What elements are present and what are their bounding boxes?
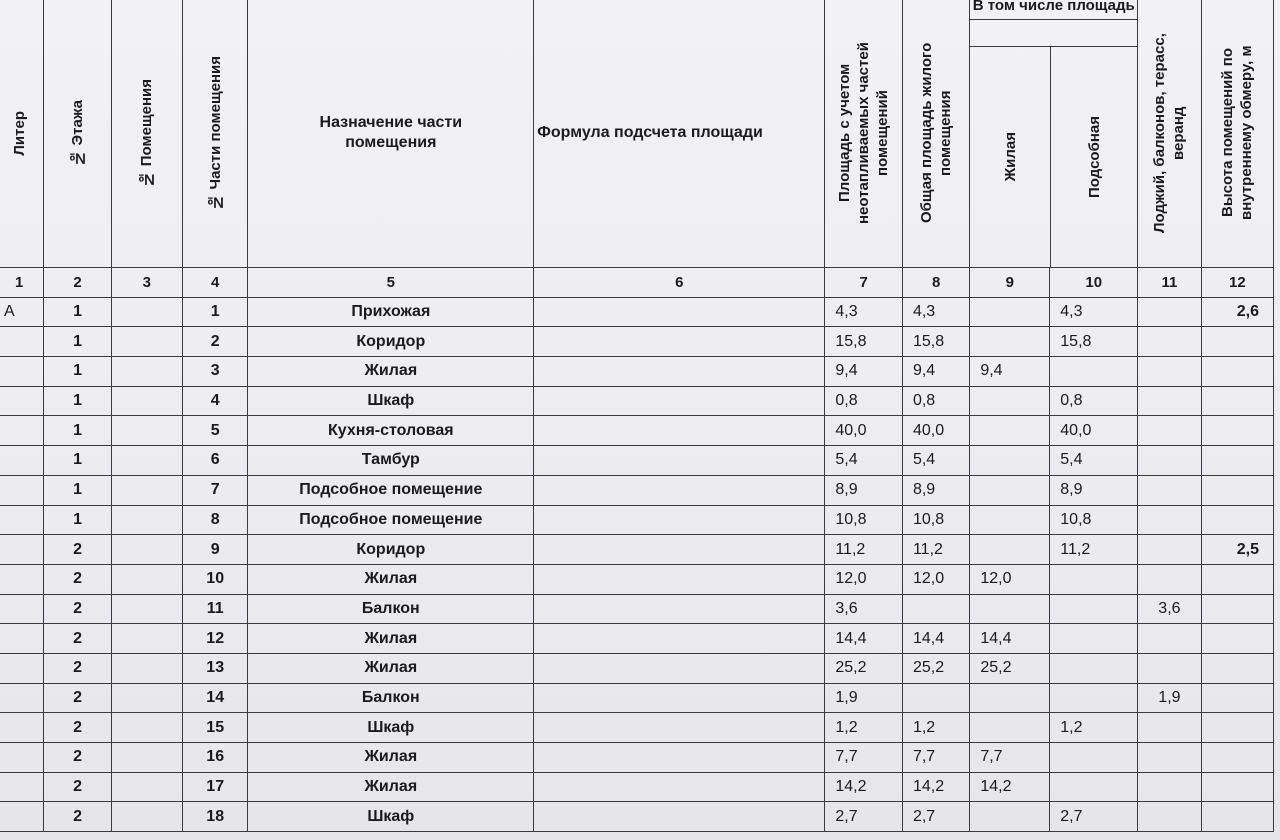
cell-purpose: Жилая [248, 624, 534, 654]
cell-aux: 0,8 [1050, 386, 1138, 416]
cell-aux: 40,0 [1050, 416, 1138, 446]
table-row [0, 564, 1274, 594]
cell-balcony [1138, 713, 1201, 743]
cell-floor: 2 [44, 802, 111, 832]
cell-balcony [1138, 743, 1201, 773]
cell-living: 7,7 [970, 743, 1050, 773]
cell-living: 12,0 [970, 564, 1050, 594]
cell-area-total: 1,2 [825, 713, 903, 743]
cell-area-total: 7,7 [825, 743, 903, 773]
cell-height [1201, 713, 1273, 743]
table-row [0, 416, 1274, 446]
cell-living [970, 594, 1050, 624]
cell-area-general [902, 683, 969, 713]
cell-area-general: 7,7 [902, 743, 969, 773]
cell-liter: А [0, 297, 44, 327]
cell-liter [0, 653, 44, 683]
cell-purpose: Шкаф [248, 386, 534, 416]
cell-area-total: 8,9 [825, 475, 903, 505]
cell-living: 14,4 [970, 624, 1050, 654]
cell-floor: 2 [44, 624, 111, 654]
cell-purpose: Прихожая [248, 297, 534, 327]
table-row [0, 743, 1274, 773]
cell-height [1201, 357, 1273, 387]
cell-part: 2 [182, 327, 247, 357]
cell-formula [534, 297, 825, 327]
table-row [0, 446, 1274, 476]
cell-room [111, 475, 182, 505]
cell-floor: 2 [44, 772, 111, 802]
cell-living [970, 475, 1050, 505]
table-row [0, 713, 1274, 743]
cell-area-total: 15,8 [825, 327, 903, 357]
cell-area-general: 1,2 [902, 713, 969, 743]
cell-formula [534, 743, 825, 773]
cell-floor: 1 [44, 327, 111, 357]
cell-formula [534, 416, 825, 446]
cell-floor: 2 [44, 653, 111, 683]
cell-part: 13 [182, 653, 247, 683]
cell-formula [534, 594, 825, 624]
cell-floor: 2 [44, 535, 111, 565]
cell-formula [534, 624, 825, 654]
cell-part: 5 [182, 416, 247, 446]
cell-living: 14,2 [970, 772, 1050, 802]
cell-balcony [1138, 386, 1201, 416]
cell-area-total: 0,8 [825, 386, 903, 416]
cell-area-total: 5,4 [825, 446, 903, 476]
cell-area-total: 1,9 [825, 683, 903, 713]
cell-purpose: Жилая [248, 772, 534, 802]
cell-room [111, 386, 182, 416]
table-row [0, 386, 1274, 416]
cell-balcony [1138, 297, 1201, 327]
cell-room [111, 743, 182, 773]
cell-aux: 11,2 [1050, 535, 1138, 565]
cell-formula [534, 505, 825, 535]
cell-room [111, 624, 182, 654]
cell-living [970, 535, 1050, 565]
cell-part: 3 [182, 357, 247, 387]
cell-liter [0, 475, 44, 505]
cell-height [1201, 653, 1273, 683]
cell-area-general: 40,0 [902, 416, 969, 446]
cell-height [1201, 327, 1273, 357]
cell-purpose: Шкаф [248, 713, 534, 743]
cell-purpose: Балкон [248, 683, 534, 713]
cell-area-total: 14,2 [825, 772, 903, 802]
cell-height [1201, 386, 1273, 416]
cell-height [1201, 743, 1273, 773]
cell-floor: 2 [44, 743, 111, 773]
cell-balcony [1138, 416, 1201, 446]
cell-height [1201, 772, 1273, 802]
header-formula: Формула подсчета площади [534, 0, 825, 268]
cell-height [1201, 564, 1273, 594]
cell-aux [1050, 594, 1138, 624]
cell-balcony [1138, 653, 1201, 683]
table-row [0, 624, 1274, 654]
table-row [0, 357, 1274, 387]
cell-room [111, 505, 182, 535]
header-liter: Литер [0, 0, 44, 268]
cell-part: 10 [182, 564, 247, 594]
cell-part: 18 [182, 802, 247, 832]
table-row [0, 594, 1274, 624]
cell-part: 8 [182, 505, 247, 535]
cell-height [1201, 683, 1273, 713]
cell-aux: 1,2 [1050, 713, 1138, 743]
cell-living: 25,2 [970, 653, 1050, 683]
cell-living [970, 713, 1050, 743]
header-row [0, 0, 1274, 268]
cell-formula [534, 475, 825, 505]
cell-purpose: Тамбур [248, 446, 534, 476]
cell-liter [0, 743, 44, 773]
cell-liter [0, 357, 44, 387]
cell-formula [534, 713, 825, 743]
cell-aux [1050, 564, 1138, 594]
table-row [0, 802, 1274, 832]
col-number: 2 [44, 268, 111, 298]
table-row [0, 475, 1274, 505]
cell-liter [0, 535, 44, 565]
cell-aux [1050, 624, 1138, 654]
cell-liter [0, 594, 44, 624]
cell-room [111, 416, 182, 446]
cell-formula [534, 357, 825, 387]
col-number: 8 [902, 268, 969, 298]
cell-room [111, 535, 182, 565]
cell-area-general: 14,2 [902, 772, 969, 802]
cell-floor: 1 [44, 416, 111, 446]
cell-purpose: Шкаф [248, 802, 534, 832]
cell-height: 2,6 [1201, 297, 1273, 327]
cell-area-general: 25,2 [902, 653, 969, 683]
col-number: 1 [0, 268, 44, 298]
cell-part: 9 [182, 535, 247, 565]
cell-floor: 2 [44, 594, 111, 624]
cell-part: 4 [182, 386, 247, 416]
col-number: 10 [1050, 268, 1138, 298]
cell-liter [0, 624, 44, 654]
column-number-row [0, 268, 1274, 298]
table-row [0, 327, 1274, 357]
table-row [0, 535, 1274, 565]
cell-floor: 2 [44, 713, 111, 743]
cell-height [1201, 475, 1273, 505]
cell-area-general: 0,8 [902, 386, 969, 416]
cell-floor: 1 [44, 505, 111, 535]
cell-balcony [1138, 624, 1201, 654]
cell-height [1201, 446, 1273, 476]
col-number: 3 [111, 268, 182, 298]
cell-purpose: Подсобное помещение [248, 475, 534, 505]
cell-part: 15 [182, 713, 247, 743]
cell-part: 17 [182, 772, 247, 802]
cell-purpose: Подсобное помещение [248, 505, 534, 535]
cell-height [1201, 505, 1273, 535]
cell-part: 1 [182, 297, 247, 327]
header-group [970, 0, 1138, 268]
cell-living: 9,4 [970, 357, 1050, 387]
cell-living [970, 802, 1050, 832]
cell-height [1201, 594, 1273, 624]
cell-area-total: 10,8 [825, 505, 903, 535]
cell-balcony [1138, 772, 1201, 802]
header-area-general: Общая площадь жилого помещения [902, 0, 969, 268]
table-body [0, 297, 1274, 831]
cell-balcony: 3,6 [1138, 594, 1201, 624]
table-row [0, 772, 1274, 802]
cell-balcony [1138, 505, 1201, 535]
cell-area-general: 12,0 [902, 564, 969, 594]
cell-balcony [1138, 475, 1201, 505]
cell-purpose: Жилая [248, 564, 534, 594]
cell-height [1201, 416, 1273, 446]
cell-height [1201, 624, 1273, 654]
cell-room [111, 357, 182, 387]
cell-aux [1050, 683, 1138, 713]
cell-area-general: 5,4 [902, 446, 969, 476]
cell-area-general: 11,2 [902, 535, 969, 565]
cell-aux: 10,8 [1050, 505, 1138, 535]
cell-purpose: Жилая [248, 743, 534, 773]
cell-room [111, 594, 182, 624]
cell-formula [534, 653, 825, 683]
cell-aux: 8,9 [1050, 475, 1138, 505]
cell-liter [0, 683, 44, 713]
cell-purpose: Кухня-столовая [248, 416, 534, 446]
cell-aux: 4,3 [1050, 297, 1138, 327]
cell-formula [534, 327, 825, 357]
col-number: 4 [182, 268, 247, 298]
cell-area-general: 4,3 [902, 297, 969, 327]
cell-balcony [1138, 327, 1201, 357]
cell-aux: 2,7 [1050, 802, 1138, 832]
cell-area-total: 12,0 [825, 564, 903, 594]
cell-formula [534, 564, 825, 594]
cell-balcony [1138, 535, 1201, 565]
cell-aux [1050, 743, 1138, 773]
cell-room [111, 297, 182, 327]
header-floor: № Этажа [44, 0, 111, 268]
cell-room [111, 713, 182, 743]
cell-area-total: 11,2 [825, 535, 903, 565]
cell-part: 16 [182, 743, 247, 773]
cell-formula [534, 772, 825, 802]
cell-area-general: 15,8 [902, 327, 969, 357]
header-purpose: Назначение части помещения [248, 0, 534, 268]
table-row [0, 653, 1274, 683]
header-height: Высота помещений по внутреннему обмеру, м [1201, 0, 1273, 268]
cell-purpose: Коридор [248, 535, 534, 565]
cell-floor: 2 [44, 683, 111, 713]
cell-purpose: Жилая [248, 357, 534, 387]
cell-liter [0, 564, 44, 594]
header-balcony: Лоджий, балконов, терасс, веранд [1138, 0, 1201, 268]
cell-living [970, 327, 1050, 357]
col-number: 11 [1138, 268, 1201, 298]
cell-floor: 1 [44, 386, 111, 416]
cell-room [111, 683, 182, 713]
table-row [0, 505, 1274, 535]
cell-floor: 2 [44, 564, 111, 594]
cell-area-general [902, 594, 969, 624]
col-number: 5 [248, 268, 534, 298]
cell-liter [0, 713, 44, 743]
cell-liter [0, 446, 44, 476]
cell-room [111, 653, 182, 683]
cell-living [970, 683, 1050, 713]
cell-balcony [1138, 446, 1201, 476]
cell-living [970, 297, 1050, 327]
cell-area-general: 8,9 [902, 475, 969, 505]
cell-area-total: 2,7 [825, 802, 903, 832]
cell-balcony [1138, 357, 1201, 387]
header-part: № Части помещения [182, 0, 247, 268]
cell-balcony [1138, 802, 1201, 832]
table-row [0, 297, 1274, 327]
cell-purpose: Коридор [248, 327, 534, 357]
cell-living [970, 446, 1050, 476]
cell-part: 11 [182, 594, 247, 624]
col-number: 7 [825, 268, 903, 298]
header-area-total: Площадь с учетом неотапливаемых частей помещений [825, 0, 903, 268]
header-living: Жилая [970, 47, 1051, 267]
cell-living [970, 386, 1050, 416]
cell-room [111, 564, 182, 594]
cell-part: 6 [182, 446, 247, 476]
header-room: № Помещения [111, 0, 182, 268]
cell-height: 2,5 [1201, 535, 1273, 565]
cell-area-total: 40,0 [825, 416, 903, 446]
cell-area-total: 14,4 [825, 624, 903, 654]
cell-part: 14 [182, 683, 247, 713]
cell-floor: 1 [44, 357, 111, 387]
cell-liter [0, 416, 44, 446]
cell-aux [1050, 653, 1138, 683]
cell-area-general: 14,4 [902, 624, 969, 654]
cell-liter [0, 327, 44, 357]
cell-floor: 1 [44, 475, 111, 505]
cell-area-total: 4,3 [825, 297, 903, 327]
table-row [0, 683, 1274, 713]
cell-formula [534, 446, 825, 476]
cell-aux: 15,8 [1050, 327, 1138, 357]
cell-purpose: Балкон [248, 594, 534, 624]
cell-part: 12 [182, 624, 247, 654]
cell-formula [534, 386, 825, 416]
cell-formula [534, 683, 825, 713]
header-aux: Подсобная [1085, 116, 1103, 198]
cell-balcony [1138, 564, 1201, 594]
cell-liter [0, 386, 44, 416]
cell-part: 7 [182, 475, 247, 505]
col-number: 6 [534, 268, 825, 298]
cell-purpose: Жилая [248, 653, 534, 683]
cell-area-general: 10,8 [902, 505, 969, 535]
cell-area-total: 9,4 [825, 357, 903, 387]
cell-aux [1050, 357, 1138, 387]
cell-living [970, 505, 1050, 535]
cell-height [1201, 802, 1273, 832]
cell-liter [0, 772, 44, 802]
cell-room [111, 802, 182, 832]
cell-room [111, 446, 182, 476]
cell-formula [534, 802, 825, 832]
col-number: 9 [970, 268, 1050, 298]
cell-room [111, 772, 182, 802]
cell-area-general: 9,4 [902, 357, 969, 387]
header-group-title: В том числе площадь [970, 0, 1137, 20]
cell-area-total: 25,2 [825, 653, 903, 683]
col-number: 12 [1201, 268, 1273, 298]
cell-formula [534, 535, 825, 565]
cell-room [111, 327, 182, 357]
cell-living [970, 416, 1050, 446]
cell-liter [0, 505, 44, 535]
cell-liter [0, 802, 44, 832]
cell-area-total: 3,6 [825, 594, 903, 624]
cell-area-general: 2,7 [902, 802, 969, 832]
cell-balcony: 1,9 [1138, 683, 1201, 713]
cell-aux [1050, 772, 1138, 802]
cell-floor: 1 [44, 297, 111, 327]
cell-aux: 5,4 [1050, 446, 1138, 476]
cell-floor: 1 [44, 446, 111, 476]
